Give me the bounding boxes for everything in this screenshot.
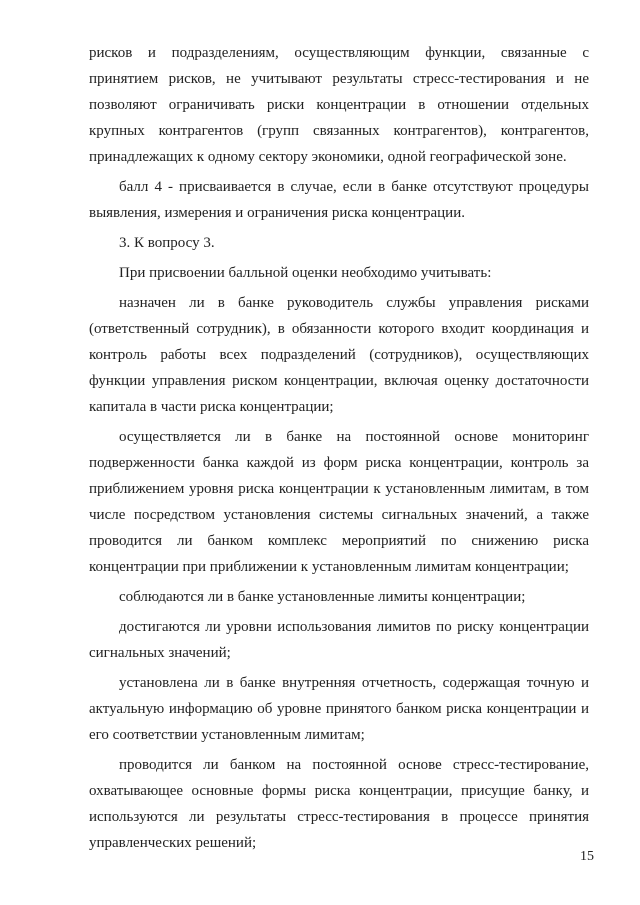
section-heading-question-3: 3. К вопросу 3. [119,235,215,251]
body-text [89,40,589,860]
paragraph-monitoring: осуществляется ли в банке на постоянной основе мониторинг подверженности банка каждой из форм риска концентрации, контроль за приближением уровня риска концентрации к установленным лимитам, в том числе посредством установления системы сигнальных значений, а также проводится ли банком комплекс мероприятий по снижению риска концентрации при приближении к установленным лимитам концентрации; [89,429,589,575]
paragraph-internal-reporting: установлена ли в банке внутренняя отчетность, содержащая точную и актуальную информацию об уровне принятого банком риска концентрации и его соответствии установленным лимитам; [89,675,589,743]
paragraph-continuation: рисков и подразделениям, осуществляющим функции, связанные с принятием рисков, не учитывают результаты стресс-тестирования и не позволяют ограничивать риски концентрации в отношении отдельных крупных контрагентов (групп связанных контрагентов), контрагентов, принадлежащих к одному сектору экономики, одной географической зоне. [89,45,589,165]
page-number: 15 [580,849,594,864]
paragraph-limits-compliance: соблюдаются ли в банке установленные лимиты концентрации; [119,589,526,605]
paragraph-stress-testing: проводится ли банком на постоянной основе стресс-тестирование, охватывающее основные формы риска концентрации, присущие банку, и используются ли результаты стресс-тестирования в процессе принятия управленческих решений; [89,757,589,851]
paragraph-intro: При присвоении балльной оценки необходимо учитывать: [119,265,492,281]
paragraph-score-4: балл 4 - присваивается в случае, если в банке отсутствуют процедуры выявления, измерения и ограничения риска концентрации. [89,179,589,221]
paragraph-risk-manager: назначен ли в банке руководитель службы управления рисками (ответственный сотрудник), в обязанности которого входит координация и контроль работы всех подразделений (сотрудников), осуществляющих функции управления риском концентрации, включая оценку достаточности капитала в части риска концентрации; [89,295,589,415]
paragraph-signal-values: достигаются ли уровни использования лимитов по риску концентрации сигнальных значений; [89,619,589,661]
